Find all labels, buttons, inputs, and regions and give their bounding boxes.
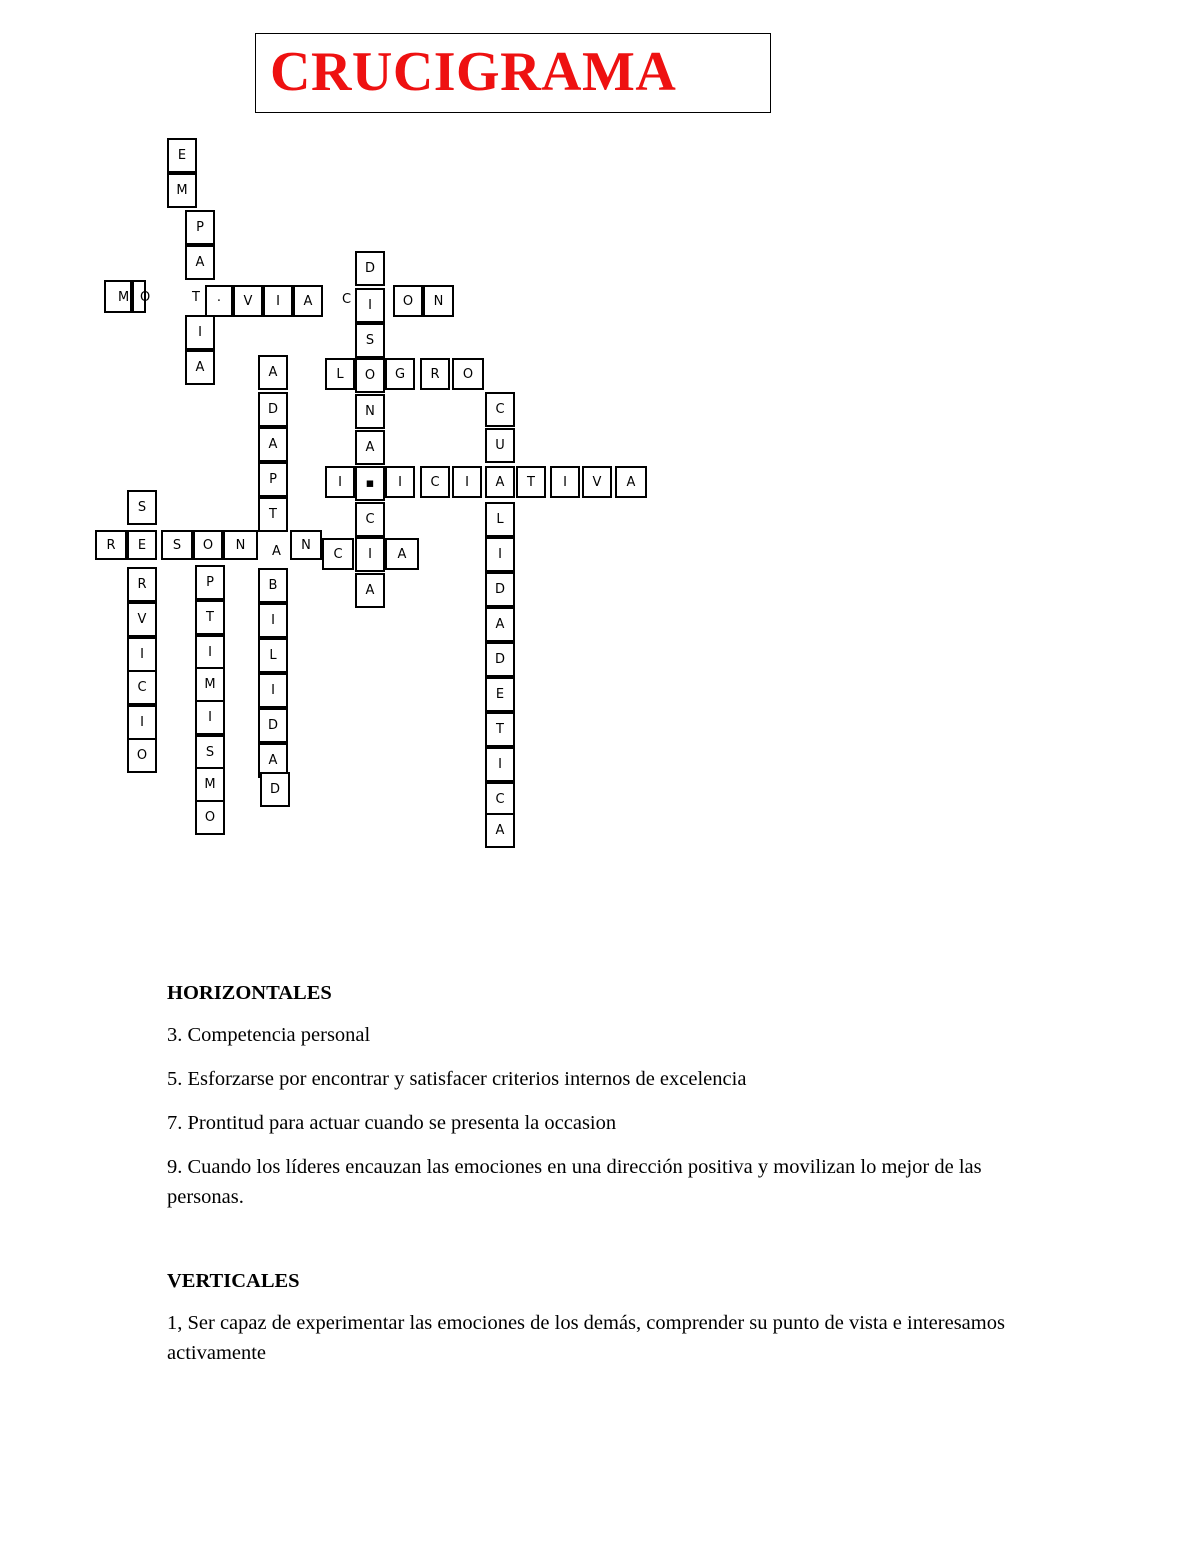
crossword-letter: O (140, 290, 151, 305)
crossword-cell: A (258, 743, 288, 778)
crossword-cell: O (452, 358, 484, 390)
crossword-cell: L (258, 638, 288, 673)
crossword-cell: I (355, 288, 385, 323)
crossword-cell: D (258, 392, 288, 427)
horizontales-heading: HORIZONTALES (167, 982, 332, 1004)
crossword-cell: I (550, 466, 580, 498)
crossword-cell: V (582, 466, 612, 498)
page-title: CRUCIGRAMA (270, 41, 677, 103)
crossword-cell: E (167, 138, 197, 173)
crossword-cell: P (185, 210, 215, 245)
clue-h5: 5. Esforzarse por encontrar y satisfacer criterios internos de excelencia (167, 1068, 747, 1090)
crossword-letter: A (272, 544, 281, 559)
crossword-cell: I (485, 747, 515, 782)
crossword-cell: D (258, 708, 288, 743)
crossword-cell: C (355, 502, 385, 537)
crossword-letter: T (192, 290, 200, 305)
crossword-cell: C (127, 670, 157, 705)
crossword-cell: A (293, 285, 323, 317)
crossword-cell: N (423, 285, 454, 317)
crossword-cell: U (485, 428, 515, 463)
crossword-cell: O (127, 738, 157, 773)
crossword-cell: N (355, 394, 385, 429)
crossword-cell: A (258, 355, 288, 390)
crossword-cell: A (485, 813, 515, 848)
crossword-cell: C (485, 392, 515, 427)
crossword-cell: A (355, 430, 385, 465)
crossword-cell: I (185, 315, 215, 350)
crossword-cell: C (322, 538, 354, 570)
crossword-cell: O (355, 358, 385, 393)
crossword-cell: M (167, 173, 197, 208)
crossword-cell: A (185, 245, 215, 280)
crossword-cell: T (485, 712, 515, 747)
crossword-cell: A (485, 466, 515, 498)
crossword-cell: O (195, 800, 225, 835)
crossword-cell: P (195, 565, 225, 600)
crossword-cell: I (485, 537, 515, 572)
clue-v1: 1, Ser capaz de experimentar las emociones de los demás, comprender su punto de vista e interesamos activamente (167, 1312, 1005, 1364)
crossword-cell: · (205, 285, 233, 317)
crossword-cell: A (258, 427, 288, 462)
crossword-cell: ▪ (355, 466, 385, 501)
crossword-letter: M (118, 290, 130, 305)
crossword-letter: C (342, 292, 352, 307)
clue-h7: 7. Prontitud para actuar cuando se presenta la occasion (167, 1112, 617, 1134)
crossword-cell: R (127, 567, 157, 602)
clue-h3: 3. Competencia personal (167, 1024, 371, 1046)
verticales-heading: VERTICALES (167, 1270, 300, 1292)
crossword-cell: I (263, 285, 293, 317)
crossword-cell: A (615, 466, 647, 498)
crossword-cell: C (485, 782, 515, 817)
crossword-cell: V (233, 285, 263, 317)
crossword-cell: E (127, 530, 157, 560)
crossword-cell: R (420, 358, 450, 390)
crossword-cell: L (325, 358, 355, 390)
crossword-cell: E (485, 677, 515, 712)
crossword-cell: D (485, 572, 515, 607)
crossword-cell: T (258, 497, 288, 532)
crossword-cell: T (516, 466, 546, 498)
crossword-cell: A (185, 350, 215, 385)
crossword-cell: I (127, 637, 157, 672)
crossword-cell: T (195, 600, 225, 635)
crossword-cell: L (485, 502, 515, 537)
crossword-cell: R (95, 530, 127, 560)
crossword-cell: I (195, 700, 225, 735)
crossword-cell: A (385, 538, 419, 570)
crossword-cell: I (127, 705, 157, 740)
crossword-cell: B (258, 568, 288, 603)
crossword-cell: S (161, 530, 193, 560)
crossword-cell: S (355, 323, 385, 358)
crossword-cell: N (290, 530, 322, 560)
crossword-cell: I (195, 635, 225, 670)
crossword-cell: M (195, 667, 225, 702)
crossword-cell: G (385, 358, 415, 390)
crossword-cell: D (355, 251, 385, 286)
crossword-cell: O (193, 530, 223, 560)
crossword-cell: O (393, 285, 423, 317)
crossword-cell: A (355, 573, 385, 608)
crossword-cell: I (258, 673, 288, 708)
crossword-cell: I (355, 537, 385, 572)
crossword-cell: I (385, 466, 415, 498)
crossword-cell: N (223, 530, 258, 560)
crossword-cell: D (260, 772, 290, 807)
crossword-cell: P (258, 462, 288, 497)
clues-section (167, 978, 1047, 1382)
crossword-cell: C (420, 466, 450, 498)
crossword-cell: D (485, 642, 515, 677)
crossword-cell: M (195, 767, 225, 802)
clue-h9: 9. Cuando los líderes encauzan las emociones en una dirección positiva y movilizan lo mejor de las personas. (167, 1156, 982, 1208)
crossword-cell: I (452, 466, 482, 498)
crossword-cell: V (127, 602, 157, 637)
crossword-cell: I (258, 603, 288, 638)
crossword-cell: I (325, 466, 355, 498)
crossword-cell: S (195, 735, 225, 770)
crossword-cell: S (127, 490, 157, 525)
crossword-cell: A (485, 607, 515, 642)
